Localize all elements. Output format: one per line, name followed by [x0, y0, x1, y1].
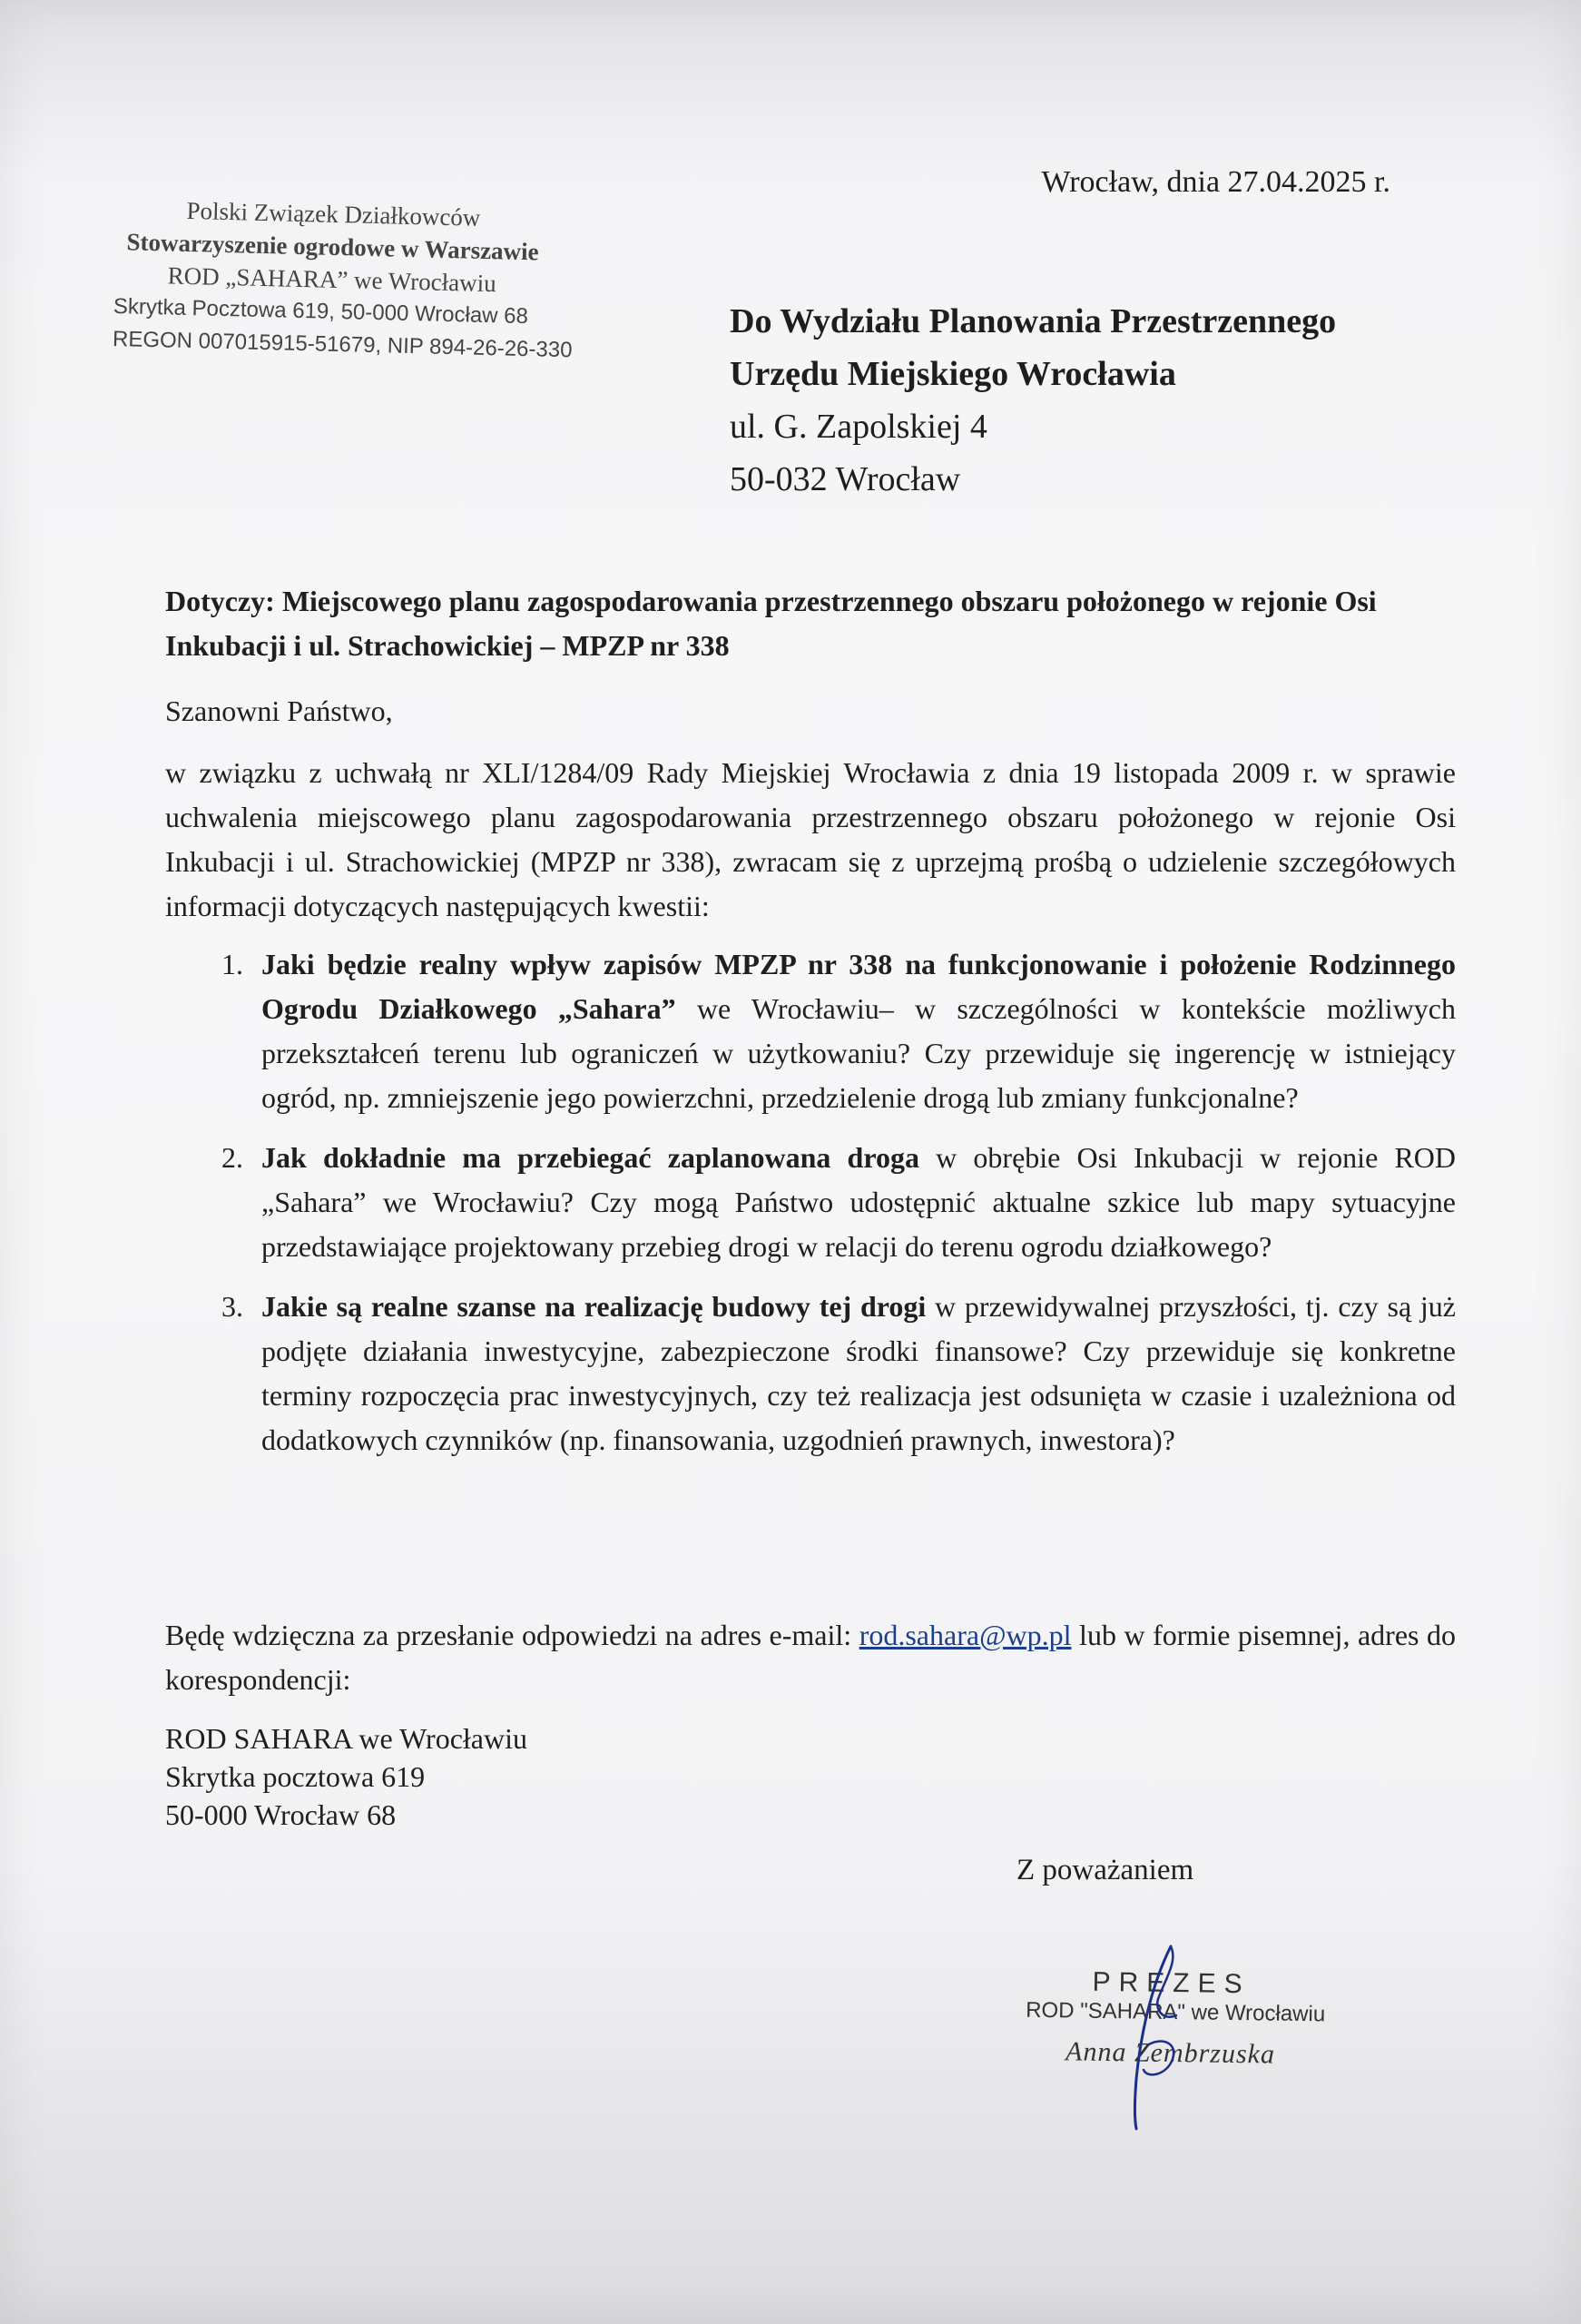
stamp-line-rod: ROD „SAHARA” we Wrocławiu: [167, 261, 497, 298]
return-address-city: 50-000 Wrocław 68: [165, 1798, 397, 1831]
question-list: [165, 942, 1456, 1478]
letter-regards: Z poważaniem: [1016, 1854, 1194, 1886]
question-bold-text: Jak dokładnie ma przebiegać zaplanowana droga: [261, 1141, 919, 1174]
question-text: w przewidywalnej przyszłości, tj. czy są już podjęte działania inwestycyjne, zabezpieczone środki finansowe? Czy przewiduje się konkretne terminy rozpoczęcia prac inwestycyjnych, czy też realizacja jest odsunięta w czasie i uzależniona od dodatkowych czynników (np. finansowania, uzgodnień prawnych, inwestora)?: [261, 1290, 1457, 1456]
stamp-line-regon-nip: REGON 007015915-51679, NIP 894-26-26-330: [112, 326, 573, 363]
return-address-name: ROD SAHARA we Wrocławiu: [165, 1722, 527, 1755]
closing-request: [165, 1613, 1456, 1702]
stamp-line-postbox: Skrytka Pocztowa 619, 50-000 Wrocław 68: [113, 293, 529, 330]
letter-greeting: Szanowni Państwo,: [165, 694, 393, 727]
letter-date: Wrocław, dnia 27.04.2025 r.: [1041, 165, 1390, 199]
question-text: we Wrocławiu– w szczególności w kontekście możliwych przekształceń terenu lub ograniczeń w użytkowaniu? Czy przewiduje się ingerencję w istniejący ogród, np. zmniejszenie jego powierzchni, przedzielenie drogą lub zmiany funkcjonalne?: [261, 992, 1457, 1114]
signature-stamp-org: ROD "SAHARA" we Wrocławiu: [1026, 1997, 1326, 2027]
signature-stamp-name: Anna Zembrzuska: [1065, 2036, 1276, 2070]
question-number: 2.: [221, 1141, 243, 1174]
closing-request-text: Będę wdzięczna za przesłanie odpowiedzi na adres e-mail:: [165, 1619, 859, 1651]
addressee-street: ul. G. Zapolskiej 4: [730, 408, 987, 446]
question-bold-text: Jaki będzie realny wpływ zapisów MPZP nr 338 na funkcjonowanie i położenie Rodzinnego Ogrodu Działkowego „Sahara”: [261, 948, 1456, 1025]
question-item: [165, 942, 1456, 1120]
letter-subject: Dotyczy: Miejscowego planu zagospodarowania przestrzennego obszaru położonego w rejonie Osi Inkubacji i ul. Strachowickiej – MPZP nr 338: [165, 585, 1377, 662]
handwritten-signature: [1071, 1943, 1252, 2133]
addressee-city: 50-032 Wrocław: [730, 460, 961, 498]
email-link[interactable]: rod.sahara@wp.pl: [859, 1619, 1072, 1651]
addressee-department: Do Wydziału Planowania Przestrzennego: [730, 302, 1337, 340]
question-number: 3.: [221, 1290, 243, 1323]
question-item: [165, 1285, 1456, 1462]
letter-intro: w związku z uchwałą nr XLI/1284/09 Rady Miejskiej Wrocławia z dnia 19 listopada 2009 r. w sprawie uchwalenia miejscowego planu zagospodarowania przestrzennego obszaru położonego w rejonie Osi Inkubacji i ul. Strachowickiej (MPZP nr 338), zwracam się z uprzejmą prośbą o udzielenie szczegółowych informacji dotyczących następujących kwestii:: [165, 756, 1456, 922]
addressee-block: [730, 295, 1336, 506]
return-address-postbox: Skrytka pocztowa 619: [165, 1760, 426, 1793]
addressee-office: Urzędu Miejskiego Wrocławia: [730, 355, 1176, 393]
question-text: w obrębie Osi Inkubacji w rejonie ROD „Sahara” we Wrocławiu? Czy mogą Państwo udostępnić aktualne szkice lub mapy sytuacyjne przedstawiające projektowany przebieg drogi w relacji do terenu ogrodu działkowego?: [261, 1141, 1457, 1263]
stamp-line-association: Stowarzyszenie ogrodowe w Warszawie: [126, 228, 540, 266]
question-item: [165, 1136, 1456, 1269]
closing-request-text-end: lub w formie pisemnej, adres do korespondencji:: [165, 1619, 1457, 1696]
sender-stamp: [112, 192, 573, 367]
signature-stamp-title: PREZES: [1092, 1966, 1251, 2000]
stamp-line-organization: Polski Związek Działkowców: [186, 196, 481, 231]
question-bold-text: Jakie są realne szanse na realizację budowy tej drogi: [261, 1290, 927, 1323]
question-number: 1.: [221, 948, 243, 980]
return-address: [165, 1719, 1456, 1834]
